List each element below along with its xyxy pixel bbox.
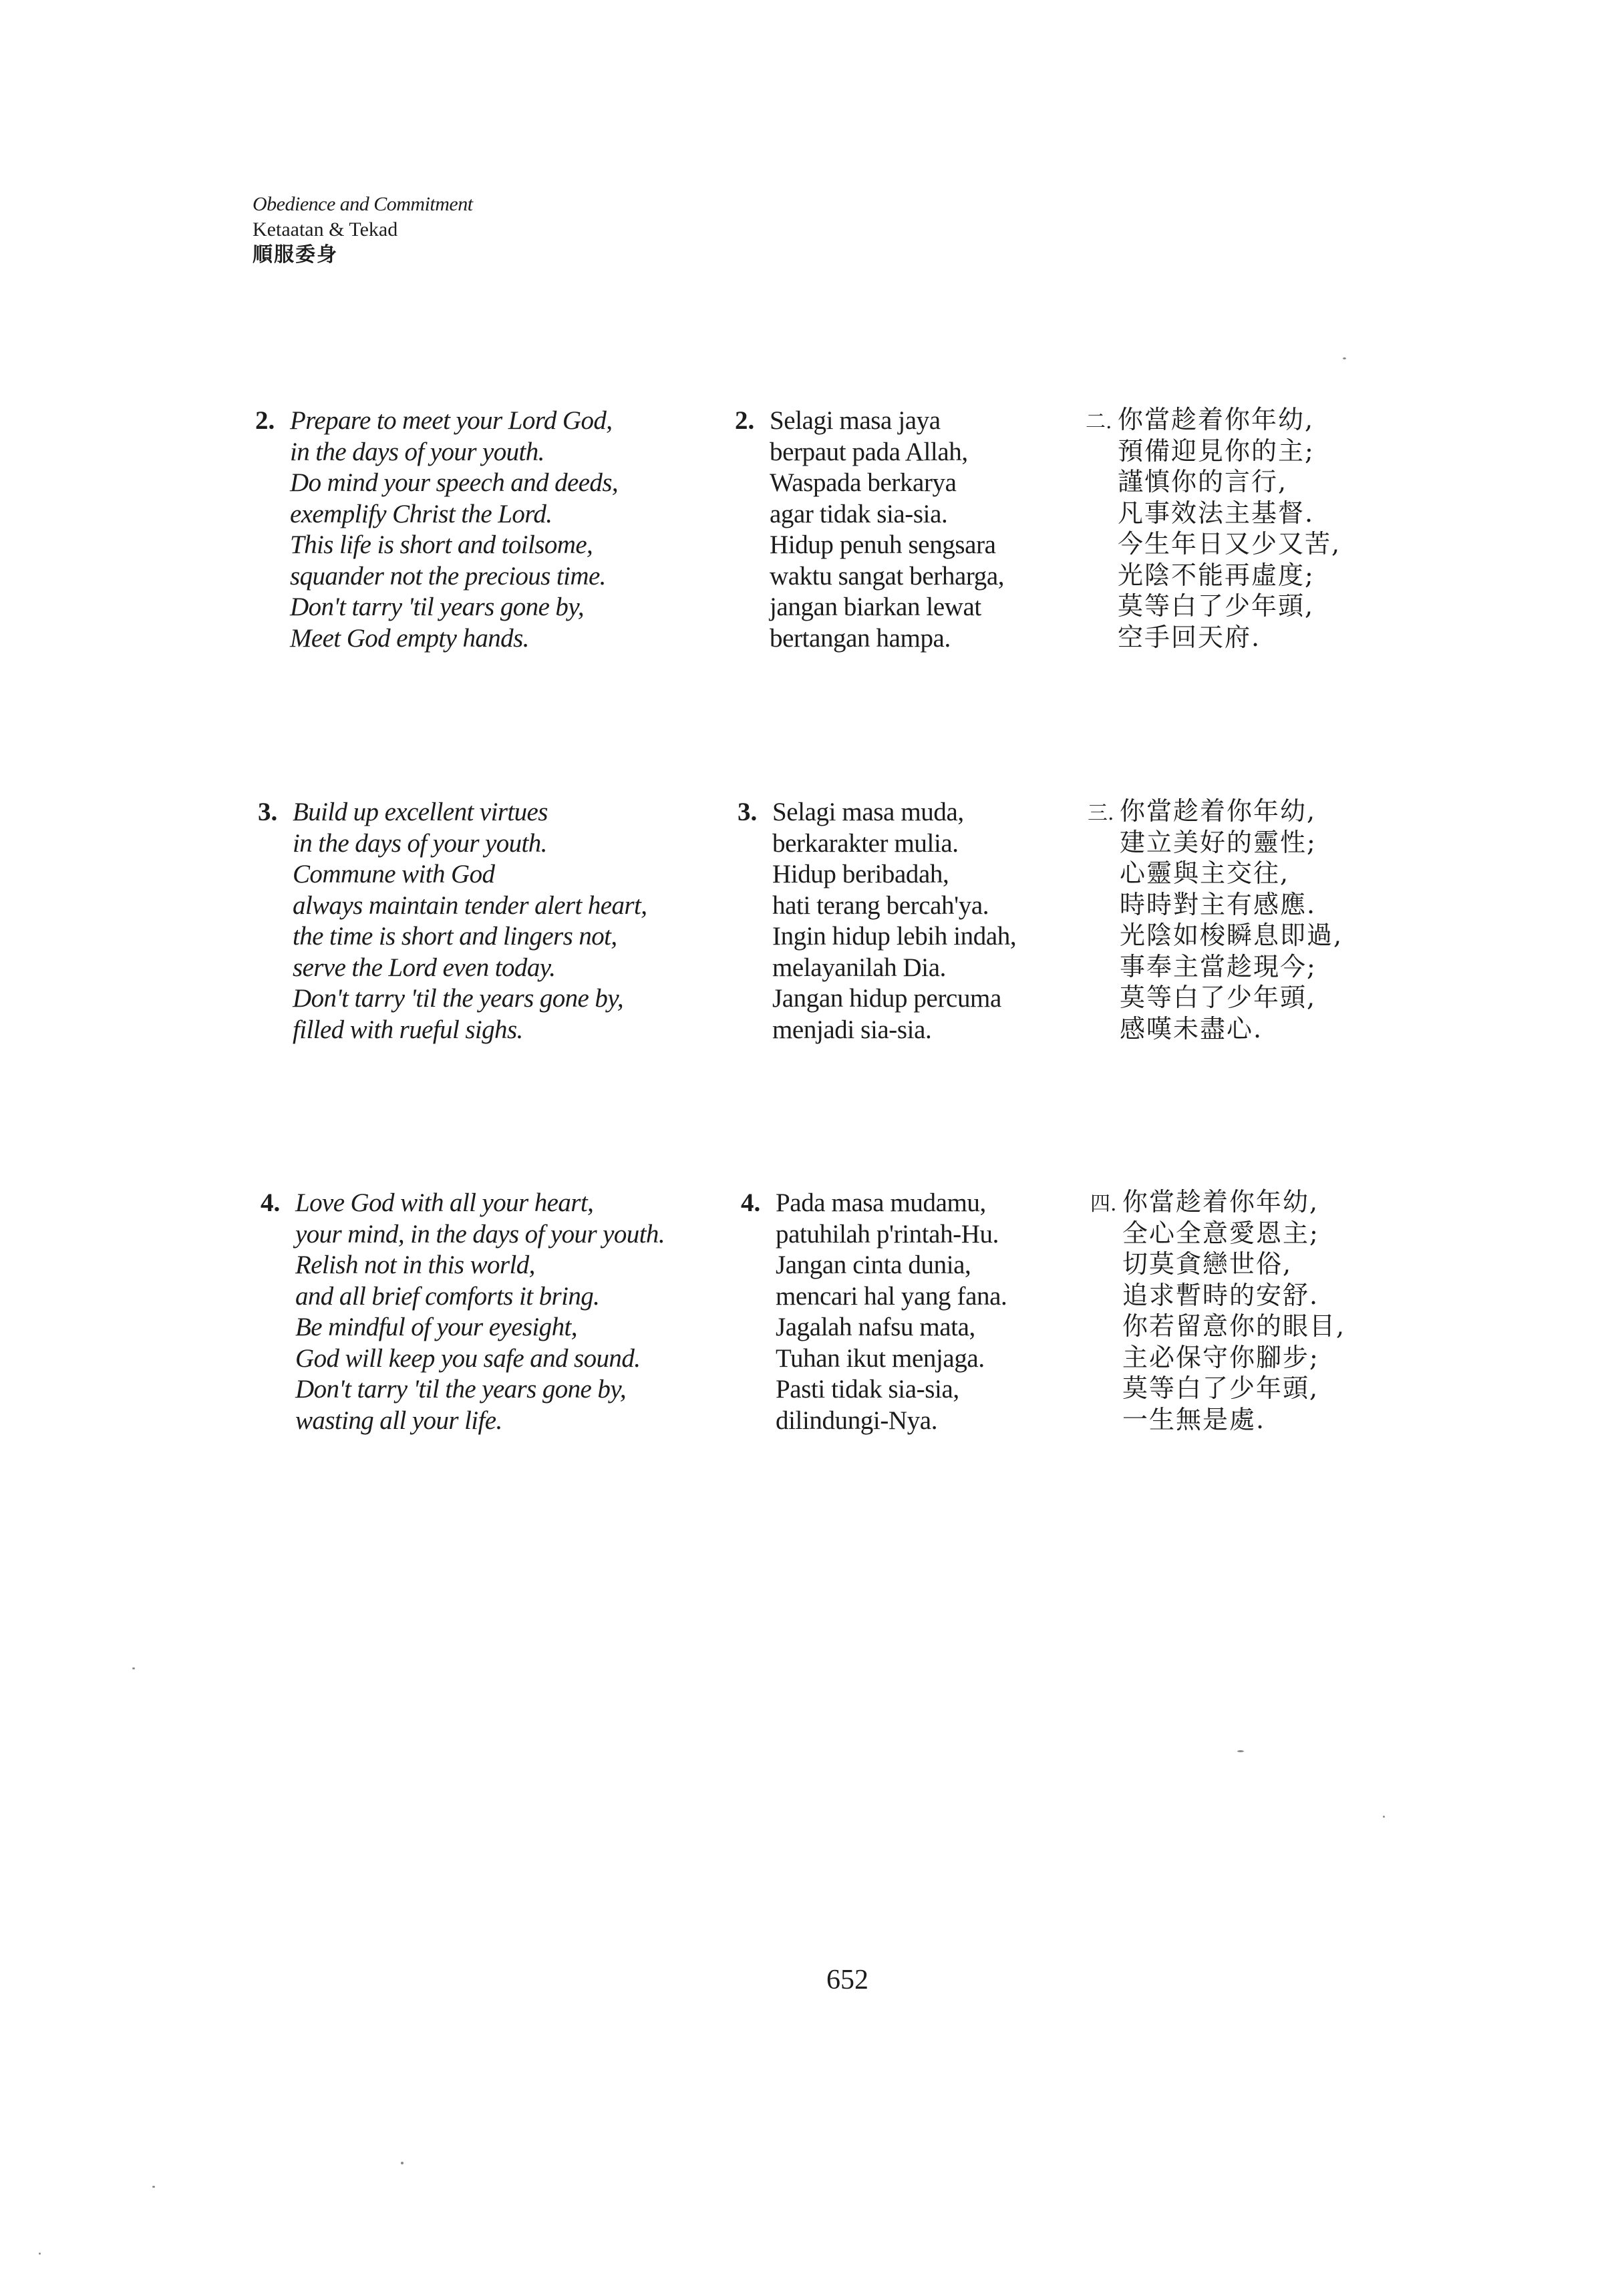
- scan-speck: [1237, 1750, 1244, 1752]
- lyric-line: Be mindful of your eyesight,: [295, 1313, 577, 1341]
- page-number: 652: [826, 1965, 868, 1995]
- verse-number: 3.: [258, 798, 278, 826]
- lyric-line: 主必保守你腳步;: [1122, 1342, 1319, 1372]
- lyric-line: Meet God empty hands.: [290, 623, 529, 653]
- lyric-line: and all brief comforts it bring.: [295, 1281, 600, 1311]
- lyric-line: This life is short and toilsome,: [290, 530, 593, 559]
- lyric-line: Selagi masa muda,: [772, 798, 964, 826]
- lyric-line: 事奉主當趁現今;: [1120, 951, 1317, 981]
- scan-speck: [132, 1667, 135, 1669]
- lyric-line: jangan biarkan lewat: [770, 593, 981, 621]
- section-title-english: Obedience and Commitment: [253, 193, 473, 215]
- lyric-line: agar tidak sia-sia.: [770, 499, 948, 528]
- lyric-line: 光陰不能再虛度;: [1118, 560, 1315, 590]
- section-title-indonesian: Ketaatan & Tekad: [253, 218, 398, 240]
- lyric-line: your mind, in the days of your youth.: [295, 1219, 665, 1249]
- lyric-line: 建立美好的靈性;: [1120, 827, 1317, 857]
- lyric-line: 感嘆未盡心.: [1120, 1013, 1263, 1043]
- lyric-line: 你當趁着你年幼,: [1122, 1187, 1319, 1216]
- verse-number: 4.: [741, 1188, 761, 1217]
- lyric-line: 莫等白了少年頭,: [1122, 1373, 1319, 1403]
- lyric-line: Don't tarry 'til years gone by,: [290, 593, 585, 621]
- scan-speck: [401, 2162, 404, 2164]
- lyric-line: 時時對主有感應.: [1120, 889, 1317, 919]
- lyric-line: waktu sangat berharga,: [770, 561, 1005, 591]
- lyric-line: 凡事效法主基督.: [1118, 498, 1315, 528]
- lyric-line: 預備迎見你的主;: [1118, 436, 1315, 466]
- lyric-line: in the days of your youth.: [293, 828, 547, 858]
- lyric-line: patuhilah p'rintah-Hu.: [776, 1219, 999, 1249]
- scan-speck: [152, 2186, 155, 2188]
- lyric-line: berpaut pada Allah,: [770, 437, 968, 466]
- lyric-line: Tuhan ikut menjaga.: [776, 1343, 985, 1373]
- lyric-line: Jangan cinta dunia,: [776, 1251, 971, 1279]
- lyric-line: 今生年日又少又苦,: [1118, 529, 1341, 558]
- lyric-line: Selagi masa jaya: [770, 406, 941, 435]
- lyric-line: Love God with all your heart,: [295, 1188, 594, 1217]
- lyric-line: wasting all your life.: [295, 1406, 502, 1435]
- lyric-line: 切莫貪戀世俗,: [1122, 1249, 1293, 1279]
- lyric-line: always maintain tender alert heart,: [293, 890, 647, 920]
- lyric-line: Don't tarry 'til the years gone by,: [293, 984, 624, 1013]
- lyric-line: 空手回天府.: [1118, 622, 1261, 652]
- verse-number: 二.: [1086, 410, 1112, 434]
- lyric-line: 全心全意愛恩主;: [1122, 1218, 1319, 1248]
- lyric-line: Jagalah nafsu mata,: [776, 1313, 975, 1341]
- lyric-line: Commune with God: [293, 860, 495, 888]
- verse-number: 四.: [1090, 1192, 1117, 1216]
- verse-number: 三.: [1088, 802, 1114, 825]
- lyric-line: in the days of your youth.: [290, 437, 544, 466]
- lyric-line: 莫等白了少年頭,: [1120, 983, 1317, 1012]
- lyric-line: 你當趁着你年幼,: [1118, 405, 1315, 434]
- lyric-line: dilindungi-Nya.: [776, 1406, 938, 1435]
- lyric-line: Pasti tidak sia-sia,: [776, 1375, 959, 1404]
- verse-number: 4.: [261, 1188, 281, 1217]
- lyric-line: 心靈與主交往,: [1120, 858, 1290, 888]
- lyric-line: melayanilah Dia.: [772, 953, 946, 982]
- lyric-line: Relish not in this world,: [295, 1251, 535, 1279]
- lyric-line: Hidup penuh sengsara: [770, 530, 996, 559]
- lyric-line: Jangan hidup percuma: [772, 984, 1001, 1013]
- verse-number: 2.: [735, 406, 755, 435]
- lyric-line: Ingin hidup lebih indah,: [772, 922, 1017, 951]
- scan-speck: [39, 2253, 41, 2255]
- lyric-line: 莫等白了少年頭,: [1118, 591, 1315, 621]
- lyric-line: Hidup beribadah,: [772, 860, 949, 888]
- lyric-line: Pada masa mudamu,: [776, 1188, 986, 1217]
- lyric-line: serve the Lord even today.: [293, 953, 556, 982]
- lyric-line: hati terang bercah'ya.: [772, 890, 989, 920]
- scan-speck: [1343, 357, 1346, 359]
- lyric-line: Waspada berkarya: [770, 468, 957, 497]
- lyric-line: exemplify Christ the Lord.: [290, 499, 552, 528]
- lyric-line: squander not the precious time.: [290, 561, 606, 591]
- lyric-line: filled with rueful sighs.: [293, 1015, 523, 1044]
- lyric-line: God will keep you safe and sound.: [295, 1343, 641, 1373]
- lyric-line: the time is short and lingers not,: [293, 922, 617, 951]
- verse-number: 2.: [255, 406, 275, 435]
- lyric-line: Don't tarry 'til the years gone by,: [295, 1375, 627, 1404]
- lyric-line: 追求暫時的安舒.: [1122, 1280, 1319, 1310]
- lyric-line: mencari hal yang fana.: [776, 1281, 1007, 1311]
- verse-number: 3.: [738, 798, 758, 826]
- lyric-line: 你若留意你的眼目,: [1122, 1311, 1346, 1341]
- scan-speck: [1383, 1816, 1385, 1818]
- lyric-line: Do mind your speech and deeds,: [290, 468, 619, 497]
- lyric-line: 謹慎你的言行,: [1118, 467, 1288, 496]
- lyric-line: 你當趁着你年幼,: [1120, 796, 1317, 826]
- section-title-chinese: 順服委身: [253, 243, 338, 267]
- lyric-line: bertangan hampa.: [770, 623, 951, 653]
- lyric-line: berkarakter mulia.: [772, 828, 959, 858]
- lyric-line: 一生無是處.: [1122, 1404, 1266, 1434]
- lyric-line: 光陰如梭瞬息即過,: [1120, 921, 1343, 950]
- lyric-line: Prepare to meet your Lord God,: [290, 406, 613, 435]
- section-header: [253, 192, 473, 268]
- lyric-line: Build up excellent virtues: [293, 798, 548, 826]
- lyric-line: menjadi sia-sia.: [772, 1015, 932, 1044]
